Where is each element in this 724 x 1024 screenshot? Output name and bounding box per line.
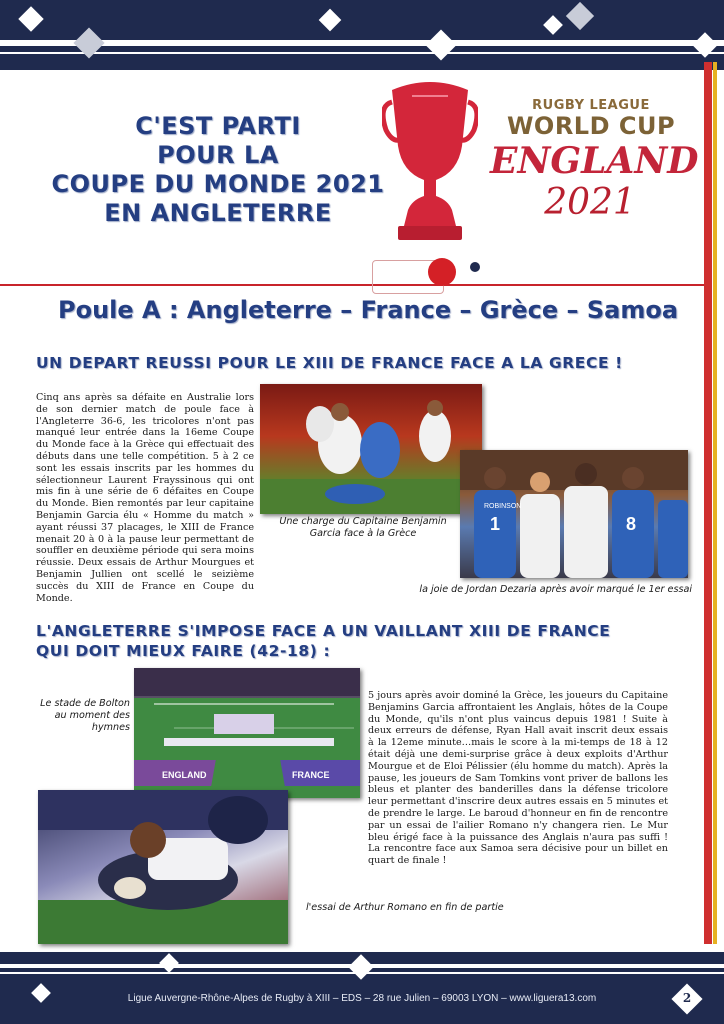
section-heading: UN DEPART REUSSI POUR LE XIII DE FRANCE FACE A LA GRECE !: [36, 354, 623, 372]
photo-caption: l'essai de Arthur Romano en fin de partie: [306, 902, 504, 913]
photo-caption: Le stade de Bolton au moment des hymnes: [40, 698, 130, 733]
accent-stripe-gold: [713, 62, 717, 944]
photo-illustration: [460, 450, 688, 578]
header-stripe: [0, 40, 724, 46]
header-band: [0, 0, 724, 70]
title-line: C'EST PARTI: [135, 112, 301, 140]
photo-dezaria-celebration: [460, 450, 688, 578]
banner-text: ENGLAND: [162, 770, 207, 780]
jersey-number: 1: [490, 514, 501, 534]
diamond-ornament: [319, 9, 342, 32]
banner-text: FRANCE: [292, 770, 330, 780]
title-line: EN ANGLETERRE: [104, 199, 332, 227]
photo-illustration: [260, 384, 482, 514]
diamond-ornament: [425, 29, 456, 60]
diamond-ornament: [566, 2, 594, 30]
trophy-icon: [382, 76, 478, 246]
footer-band: [0, 952, 724, 1024]
title-line: COUPE DU MONDE 2021: [51, 170, 385, 198]
page-title: [28, 112, 408, 228]
photo-garcia-charge: [260, 384, 482, 514]
red-circle: [428, 258, 456, 286]
logo-world-cup: WORLD CUP: [506, 112, 676, 140]
diamond-ornament: [348, 954, 373, 979]
article-paragraph: Cinq ans après sa défaite en Australie lors de son dernier match de poule face à l'Angleterre 36-6, les tricolores n'ont pas manqué leur entrée dans la 16eme Coupe du Monde face à la Grèce qui effectuait des débuts dans une telle compétition. 5 à 2 ce sont les essais inscrits par les hommes du sélectionneur Laurent Frayssinous qui ont mis fin à une série de 6 défaites en Coupe du Monde. Bien remontés par leur capitaine Benjamin Garcia élu « Homme du match » ayant réussi 37 placages, le XIII de France menait 20 à 0 à la pause leur permettant de souffler en deuxième période qui sera moins réussie. Deux essais de Arthur Mourgues et Benjamin Jullien ont scellé le seizième succès du XIII de France en Coupe du Monde.: [36, 392, 254, 604]
logo-england: ENGLAND: [490, 140, 699, 182]
jersey-number: 8: [626, 514, 637, 534]
logo-rugby-league: RUGBY LEAGUE: [532, 98, 650, 113]
pool-heading: Poule A : Angleterre – France – Grèce – Samoa: [58, 296, 679, 324]
photo-caption: Une charge du Capitaine Benjamin Garcia face à la Grèce: [279, 516, 447, 539]
title-line: POUR LA: [157, 141, 279, 169]
page-number: 2: [682, 991, 692, 1005]
diamond-ornament: [159, 953, 179, 973]
photo-illustration: [134, 668, 360, 798]
divider-rule: [0, 284, 704, 286]
photo-illustration: [38, 790, 288, 944]
photo-bolton-stadium: [134, 668, 360, 798]
section-heading: L'ANGLETERRE S'IMPOSE FACE A UN VAILLANT XIII DE FRANCE: [36, 622, 611, 640]
logo-year: 2021: [544, 182, 636, 223]
photo-caption: la joie de Jordan Dezaria après avoir marqué le 1er essai: [419, 584, 692, 595]
jersey-name: ROBINSON: [484, 503, 522, 510]
header-stripe-thin: [0, 52, 724, 54]
footer-address: Ligue Auvergne-Rhône-Alpes de Rugby à XIII – EDS – 28 rue Julien – 69003 LYON – www.liguera13.com: [127, 993, 597, 1004]
diamond-ornament: [18, 6, 43, 31]
article-paragraph: 5 jours après avoir dominé la Grèce, les joueurs du Capitaine Benjamins Garcia affrontaient les Anglais, hôtes de la Coupe du Monde, qu'ils n'ont plus vaincus depuis 1981 ! Suite à deux erreurs de défense, Ryan Hall avait inscrit deux essais à la 12eme minute…mais le score à la mi-temps de 18 à 12 était déjà une demi-surprise grâce à deux exploits d'Arthur Mourgue et de Eloi Pélissier (élu homme du match). Après la pause, les joueurs de Sam Tomkins vont priver de ballons les bleus et planter des banderilles dans la défense tricolore leur permettant d'inscrire deux autres essais en 5 minutes et de prendre le large. Le baroud d'honneur en fin de rencontre par un essai de l'ailier Romano n'y changera rien. Le Mur bleu érigé face à la puissance des Anglais n'aura pas suffi ! La rencontre face aux Samoa sera décisive pour un billet en quart de finale !: [368, 690, 668, 867]
navy-dot: [470, 262, 480, 272]
photo-romano-try: [38, 790, 288, 944]
diamond-ornament: [543, 15, 563, 35]
accent-stripe-red: [704, 62, 712, 944]
section-heading: QUI DOIT MIEUX FAIRE (42-18) :: [36, 642, 331, 660]
